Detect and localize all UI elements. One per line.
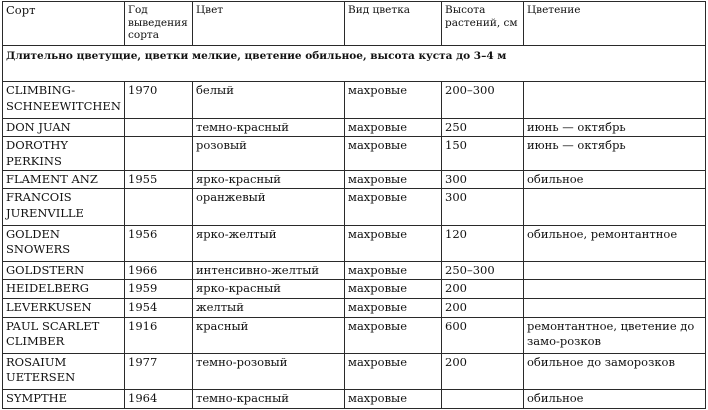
cell-bloom bbox=[524, 261, 706, 280]
cell-bloom: обильное bbox=[524, 170, 706, 189]
table-row bbox=[3, 118, 706, 137]
table-row bbox=[3, 170, 706, 189]
cell-color: интенсивно-желтый bbox=[193, 261, 345, 280]
header-height: Высота растений, см bbox=[442, 2, 524, 46]
cell-flower-type: махровые bbox=[345, 317, 442, 353]
header-row bbox=[3, 2, 706, 46]
cell-variety: GOLDEN SNOWERS bbox=[3, 225, 125, 261]
climbing-roses-table bbox=[2, 1, 706, 409]
table-row bbox=[3, 137, 706, 170]
group-title: Длительно цветущие, цветки мелкие, цветение обильное, высота куста до 3–4 м bbox=[3, 46, 706, 82]
cell-year: 1964 bbox=[125, 390, 193, 409]
cell-bloom: обильное bbox=[524, 390, 706, 409]
cell-variety: FLAMENT ANZ bbox=[3, 170, 125, 189]
cell-bloom bbox=[524, 82, 706, 118]
cell-year: 1966 bbox=[125, 261, 193, 280]
table-row bbox=[3, 225, 706, 261]
cell-flower-type: махровые bbox=[345, 225, 442, 261]
cell-variety: DON JUAN bbox=[3, 118, 125, 137]
cell-color: темно-розовый bbox=[193, 353, 345, 389]
cell-year: 1970 bbox=[125, 82, 193, 118]
cell-flower-type: махровые bbox=[345, 353, 442, 389]
header-sort: Сорт bbox=[3, 2, 125, 46]
table-row bbox=[3, 280, 706, 299]
cell-color: желтый bbox=[193, 299, 345, 318]
cell-bloom bbox=[524, 280, 706, 299]
table-row bbox=[3, 82, 706, 118]
cell-bloom bbox=[524, 299, 706, 318]
table-row bbox=[3, 317, 706, 353]
cell-bloom: июнь — октябрь bbox=[524, 137, 706, 170]
cell-year bbox=[125, 137, 193, 170]
cell-flower-type: махровые bbox=[345, 170, 442, 189]
cell-height: 200 bbox=[442, 353, 524, 389]
cell-year bbox=[125, 189, 193, 225]
group-row bbox=[3, 46, 706, 82]
cell-year: 1954 bbox=[125, 299, 193, 318]
cell-color: ярко-красный bbox=[193, 280, 345, 299]
header-year: Год выведения сорта bbox=[125, 2, 193, 46]
cell-flower-type: махровые bbox=[345, 82, 442, 118]
cell-color: красный bbox=[193, 317, 345, 353]
cell-flower-type: махровые bbox=[345, 118, 442, 137]
cell-height: 600 bbox=[442, 317, 524, 353]
cell-variety: LEVERKUSEN bbox=[3, 299, 125, 318]
header-flower-type: Вид цветка bbox=[345, 2, 442, 46]
cell-variety: SYMPTHE bbox=[3, 390, 125, 409]
cell-year: 1959 bbox=[125, 280, 193, 299]
cell-bloom: ремонтантное, цветение до замо-розков bbox=[524, 317, 706, 353]
table-row bbox=[3, 390, 706, 409]
cell-flower-type: махровые bbox=[345, 261, 442, 280]
header-color: Цвет bbox=[193, 2, 345, 46]
cell-color: розовый bbox=[193, 137, 345, 170]
cell-height: 250 bbox=[442, 118, 524, 137]
cell-height: 150 bbox=[442, 137, 524, 170]
cell-year bbox=[125, 118, 193, 137]
cell-variety: ROSAIUM UETERSEN bbox=[3, 353, 125, 389]
cell-color: ярко-красный bbox=[193, 170, 345, 189]
cell-height: 200 bbox=[442, 280, 524, 299]
table-row bbox=[3, 189, 706, 225]
cell-height: 120 bbox=[442, 225, 524, 261]
cell-height: 300 bbox=[442, 170, 524, 189]
cell-flower-type: махровые bbox=[345, 280, 442, 299]
cell-color: оранжевый bbox=[193, 189, 345, 225]
cell-bloom bbox=[524, 189, 706, 225]
cell-variety: CLIMBING-SCHNEEWITCHEN bbox=[3, 82, 125, 118]
table-row bbox=[3, 299, 706, 318]
cell-color: темно-красный bbox=[193, 390, 345, 409]
cell-height: 200 bbox=[442, 299, 524, 318]
cell-height: 300 bbox=[442, 189, 524, 225]
cell-bloom: июнь — октябрь bbox=[524, 118, 706, 137]
cell-bloom: обильное, ремонтантное bbox=[524, 225, 706, 261]
cell-flower-type: махровые bbox=[345, 299, 442, 318]
cell-color: белый bbox=[193, 82, 345, 118]
cell-color: темно-красный bbox=[193, 118, 345, 137]
cell-variety: DOROTHY PERKINS bbox=[3, 137, 125, 170]
cell-flower-type: махровые bbox=[345, 390, 442, 409]
cell-color: ярко-желтый bbox=[193, 225, 345, 261]
table-row bbox=[3, 353, 706, 389]
cell-bloom: обильное до заморозков bbox=[524, 353, 706, 389]
cell-height: 250–300 bbox=[442, 261, 524, 280]
cell-variety: HEIDELBERG bbox=[3, 280, 125, 299]
cell-year: 1956 bbox=[125, 225, 193, 261]
table-row bbox=[3, 261, 706, 280]
cell-flower-type: махровые bbox=[345, 189, 442, 225]
cell-year: 1977 bbox=[125, 353, 193, 389]
cell-year: 1955 bbox=[125, 170, 193, 189]
cell-year: 1916 bbox=[125, 317, 193, 353]
cell-variety: FRANCOIS JURENVILLE bbox=[3, 189, 125, 225]
cell-flower-type: махровые bbox=[345, 137, 442, 170]
cell-height: 200–300 bbox=[442, 82, 524, 118]
cell-variety: GOLDSTERN bbox=[3, 261, 125, 280]
header-bloom: Цветение bbox=[524, 2, 706, 46]
cell-height bbox=[442, 390, 524, 409]
cell-variety: PAUL SCARLET CLIMBER bbox=[3, 317, 125, 353]
